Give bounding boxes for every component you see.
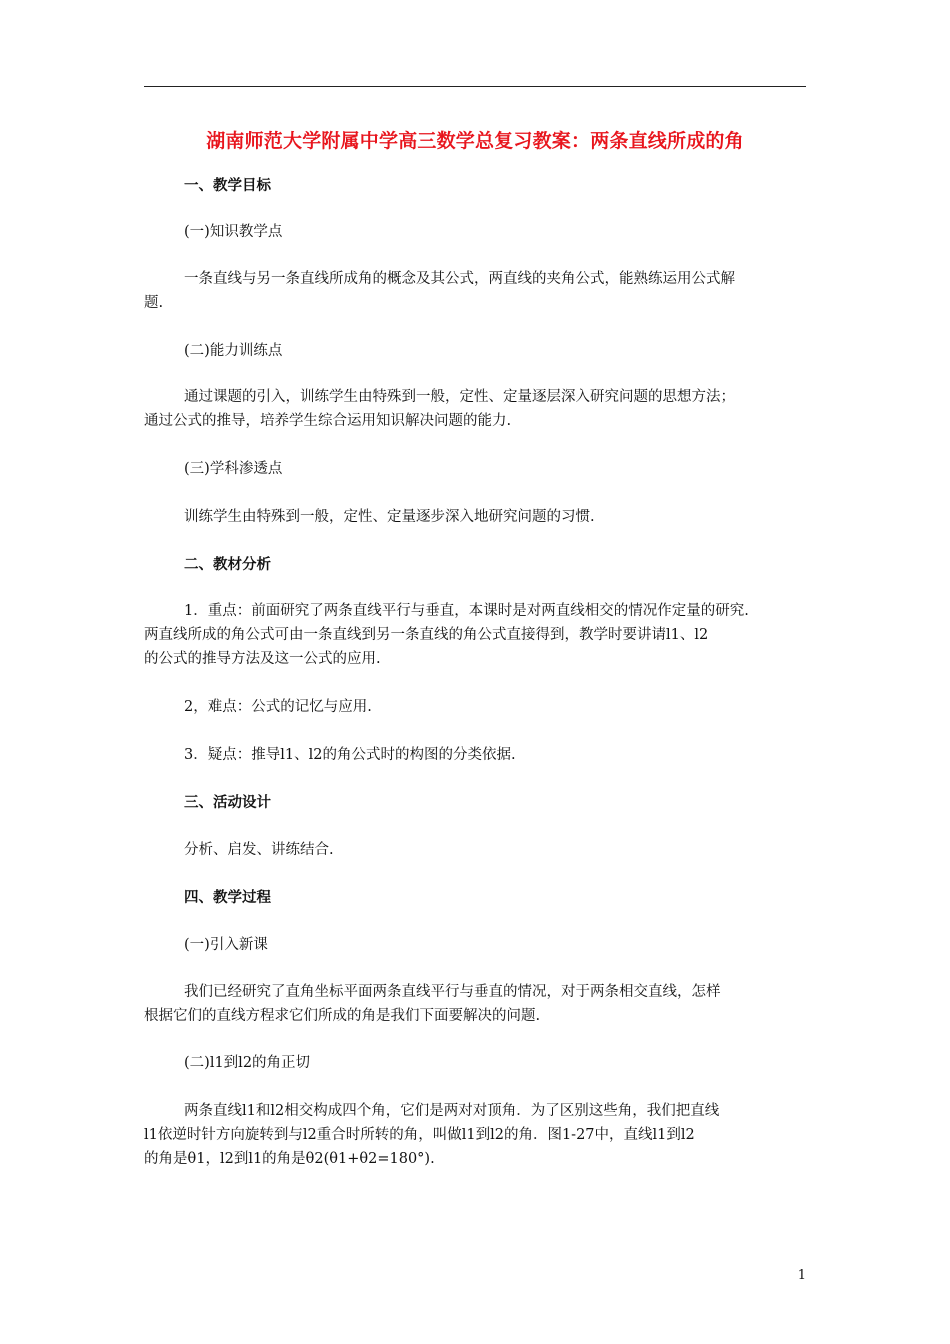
paragraph-discipline-line-1: 训练学生由特殊到一般，定性、定量逐步深入地研究问题的习惯.	[184, 509, 595, 525]
subheading-discipline: (三)学科渗透点	[184, 461, 283, 477]
section-heading-objectives: 一、教学目标	[184, 177, 271, 194]
paragraph-knowledge-line-1: 一条直线与另一条直线所成角的概念及其公式，两直线的夹角公式，能熟练运用公式解	[184, 271, 735, 287]
document-title: 湖南师范大学附属中学高三数学总复习教案：两条直线所成的角	[206, 130, 744, 152]
paragraph-difficulty: 2，难点：公式的记忆与应用.	[184, 699, 372, 715]
paragraph-knowledge-line-2: 题.	[144, 295, 164, 311]
section-heading-process: 四、教学过程	[184, 889, 271, 906]
paragraph-analysis-line-1: 1．重点：前面研究了两条直线平行与垂直，本课时是对两直线相交的情况作定量的研究.	[184, 603, 749, 619]
paragraph-angle-line-1: 两条直线l1和l2相交构成四个角，它们是两对对顶角．为了区别这些角，我们把直线	[184, 1103, 720, 1119]
paragraph-angle-line-2: l1依逆时针方向旋转到与l2重合时所转的角，叫做l1到l2的角．图1-27中，直线l1到l2	[144, 1127, 695, 1143]
paragraph-analysis-line-3: 的公式的推导方法及这一公式的应用.	[144, 651, 381, 667]
paragraph-angle-line-3: 的角是θ1，l2到l1的角是θ2(θ1+θ2=180°).	[144, 1151, 435, 1167]
paragraph-ability-line-1: 通过课题的引入，训练学生由特殊到一般，定性、定量逐层深入研究问题的思想方法；	[184, 389, 735, 405]
paragraph-analysis-line-2: 两直线所成的角公式可由一条直线到另一条直线的角公式直接得到，教学时要讲请l1、l2	[144, 627, 709, 643]
header-rule	[144, 86, 806, 87]
section-heading-analysis: 二、教材分析	[184, 556, 271, 573]
paragraph-doubt: 3．疑点：推导l1、l2的角公式时的构图的分类依据.	[184, 747, 516, 763]
subheading-introduction: (一)引入新课	[184, 937, 268, 953]
page-number: 1	[797, 1268, 806, 1283]
subheading-ability: (二)能力训练点	[184, 343, 283, 359]
paragraph-introduction-line-2: 根据它们的直线方程求它们所成的角是我们下面要解决的问题.	[144, 1008, 541, 1024]
subheading-angle-tangent: (二)l1到l2的角正切	[184, 1055, 311, 1071]
paragraph-introduction-line-1: 我们已经研究了直角坐标平面两条直线平行与垂直的情况，对于两条相交直线，怎样	[184, 984, 721, 1000]
paragraph-ability-line-2: 通过公式的推导，培养学生综合运用知识解决问题的能力.	[144, 413, 512, 429]
paragraph-activity: 分析、启发、讲练结合.	[184, 842, 334, 858]
subheading-knowledge: (一)知识教学点	[184, 224, 283, 240]
section-heading-activity: 三、活动设计	[184, 794, 271, 811]
